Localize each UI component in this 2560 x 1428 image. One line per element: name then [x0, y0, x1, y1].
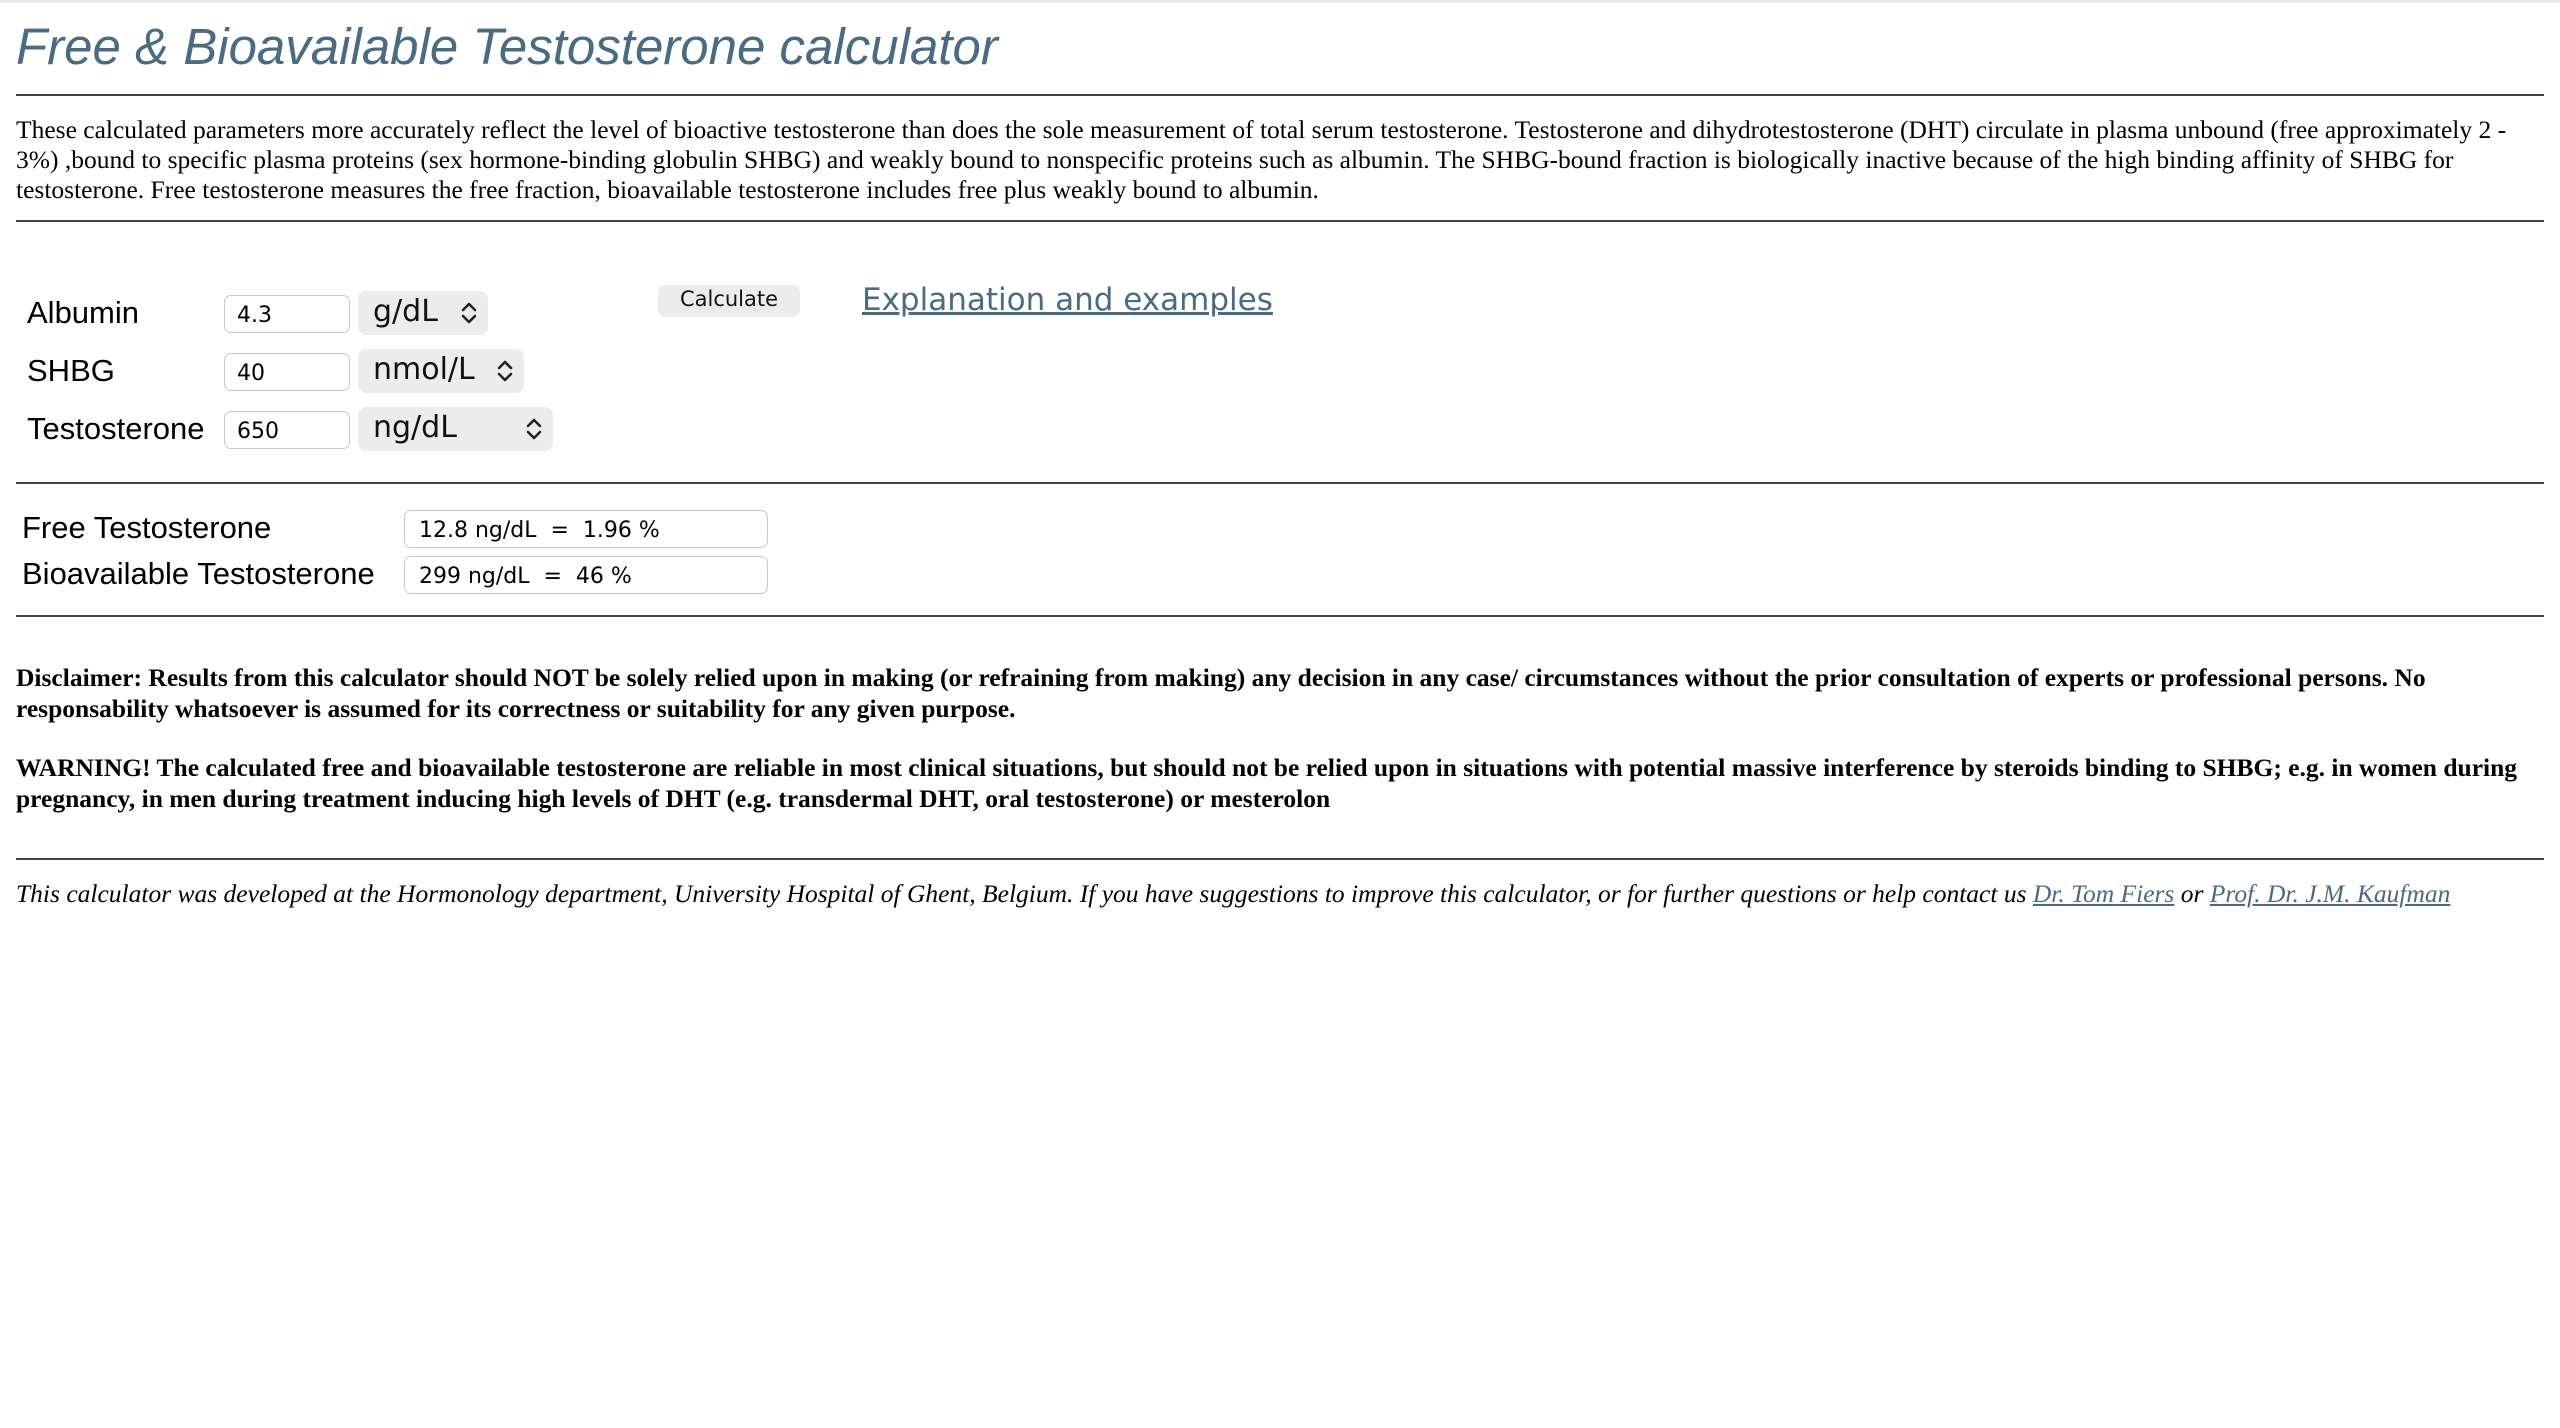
divider — [16, 482, 2544, 484]
contact-link-kaufman[interactable]: Prof. Dr. J.M. Kaufman — [2209, 879, 2451, 908]
divider — [16, 220, 2544, 222]
testosterone-input[interactable]: 650 — [224, 411, 350, 449]
page-title: Free & Bioavailable Testosterone calculator — [16, 18, 998, 75]
free-testosterone-label: Free Testosterone — [22, 510, 272, 545]
testosterone-label: Testosterone — [27, 411, 205, 446]
divider — [16, 94, 2544, 96]
contact-link-tom-fiers[interactable]: Dr. Tom Fiers — [2032, 879, 2175, 908]
footer-text: This calculator was developed at the Hormonology department, University Hospital of Ghent, Belgium. If you have suggestions to improve this calculator, or for further questions or help contact us — [16, 879, 2033, 908]
warning-text: WARNING! The calculated free and bioavailable testosterone are reliable in most clinical situations, but should not be relied upon in situations with potential massive interference by steroids binding to SHBG; e.g. in women during pregnancy, in men during treatment inducing high levels of DHT (e.g. transdermal DHT, oral testosterone) or mesterolon — [16, 753, 2518, 813]
bioavailable-testosterone-result: 299 ng/dL = 46 % — [404, 556, 768, 594]
albumin-label: Albumin — [27, 295, 139, 330]
intro-text: These calculated parameters more accurately reflect the level of bioactive testosterone than does the sole measurement of total serum testosterone. Testosterone and dihydrotestosterone (DHT) circulate in plasma unbound (free approximately 2 - 3%) ,bound to specific plasma proteins (sex hormone-binding globulin SHBG) and weakly bound to nonspecific proteins such as albumin. The SHBG-bound fraction is biologically inactive because of the high binding affinity of SHBG for testosterone. Free testosterone measures the free fraction, bioavailable testosterone includes free plus weakly bound to albumin. — [16, 115, 2507, 204]
albumin-unit-value: g/dL — [373, 294, 438, 329]
albumin-unit-select[interactable] — [358, 291, 488, 335]
divider — [16, 858, 2544, 860]
shbg-unit-value: nmol/L — [373, 352, 475, 387]
shbg-unit-select[interactable] — [358, 349, 524, 393]
chevron-up-down-icon — [523, 415, 545, 443]
footer — [16, 879, 2544, 909]
disclaimer-text: Disclaimer: Results from this calculator should NOT be solely relied upon in making (or refraining from making) any decision in any case/ circumstances without the prior consultation of experts or professional persons. No responsability whatsoever is assumed for its correctness or suitability for any given purpose. — [16, 663, 2426, 723]
divider — [16, 615, 2544, 617]
free-testosterone-result: 12.8 ng/dL = 1.96 % — [404, 510, 768, 548]
chevron-up-down-icon — [494, 357, 516, 385]
footer-or: or — [2174, 879, 2210, 908]
shbg-input[interactable]: 40 — [224, 353, 350, 391]
testosterone-unit-select[interactable] — [358, 407, 553, 451]
bioavailable-testosterone-label: Bioavailable Testosterone — [22, 556, 375, 591]
albumin-input[interactable]: 4.3 — [224, 295, 350, 333]
shbg-label: SHBG — [27, 353, 115, 388]
calculate-button[interactable]: Calculate — [658, 285, 800, 317]
chevron-up-down-icon — [458, 299, 480, 327]
testosterone-unit-value: ng/dL — [373, 410, 457, 445]
explanation-link[interactable]: Explanation and examples — [862, 282, 1273, 318]
